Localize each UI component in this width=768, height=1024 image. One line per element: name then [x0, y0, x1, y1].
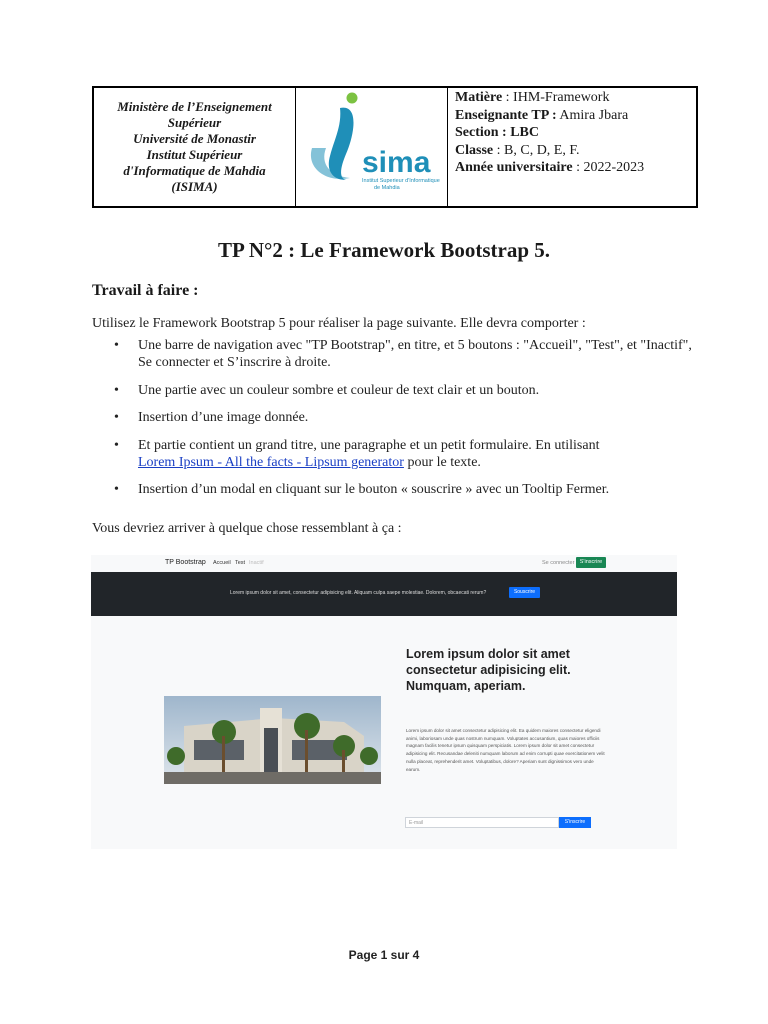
example-hero-text: Lorem ipsum dolor sit amet, consectetur adipisicing elit. Aliquam culpa saepe molestiae. Dolorem, obcaecati rerum? — [230, 590, 487, 596]
page-footer: Page 1 sur 4 — [348, 948, 420, 962]
info-cell — [448, 88, 696, 206]
example-signup-button: S'inscrire — [576, 557, 606, 568]
ministry-line: Institut Supérieur — [146, 147, 243, 162]
info-row: Année universitaire : 2022-2023 — [455, 160, 645, 175]
logo-subtitle: de Mahdia — [374, 185, 400, 191]
example-screenshot — [91, 555, 677, 849]
example-email-input: E-mail — [405, 817, 559, 828]
building-image — [164, 696, 381, 784]
example-navbar — [91, 555, 677, 572]
info-row: Enseignante TP : Amira Jbara — [455, 107, 629, 123]
example-nav-test: Test — [235, 560, 246, 566]
info-row: Matière : IHM-Framework — [455, 90, 610, 105]
example-paragraph: Lorem ipsum dolor sit amet consectetur adipisicing elit. Ea quidem maiores consectetur eligendi animi, laboriosam unde quas nostrum numquam. Voluptates accusantium, quas maiores officiis magnam facilis tenetur ipsum quisquam perspiciatis. Lorem ipsum dolor sit amet consectetur adipisicing elit. Recusandae deleniti numquam laborum ad enim corrupti quae exercitationem velit nulla placeat, reprehenderit amet. Voluptatibus, dolore? Aperiam sunt dignissimos vero unde earum. — [406, 728, 605, 772]
task-item: • Une partie avec un couleur sombre et couleur de text clair et un bouton. — [92, 382, 692, 399]
header-table — [92, 86, 698, 208]
example-login-link: Se connecter — [542, 560, 575, 566]
lipsum-link[interactable]: Lorem Ipsum - All the facts - Lipsum generator — [138, 454, 404, 470]
task-item: • Et partie contient un grand titre, une paragraphe et un petit formulaire. En utilisant Lorem Ipsum - All the facts - Lipsum generator pour le texte. — [92, 437, 692, 471]
example-inscrire-button: S'inscrire — [559, 817, 591, 828]
example-big-heading: Lorem ipsum dolor sit amet consectetur adipisicing elit. Numquam, aperiam. — [406, 647, 571, 693]
ministry-cell — [94, 88, 296, 206]
task-item: • Insertion d’un modal en cliquant sur le bouton « souscrire » avec un Tooltip Fermer. — [92, 481, 692, 498]
ministry-line: (ISIMA) — [171, 179, 218, 194]
example-souscrire-button: Souscrire — [509, 587, 540, 598]
example-brand: TP Bootstrap — [165, 559, 206, 566]
isima-logo — [296, 88, 446, 206]
conclusion-text: Vous devriez arriver à quelque chose ressemblant à ça : — [92, 521, 402, 536]
logo-subtitle: Institut Superieur d'Informatique — [362, 178, 440, 184]
page-title: TP N°2 : Le Framework Bootstrap 5. — [217, 238, 551, 262]
info-row: Classe : B, C, D, E, F. — [455, 142, 580, 158]
ministry-line: Université de Monastir — [133, 131, 256, 146]
logo-cell — [296, 88, 448, 206]
ministry-line: Ministère de l’Enseignement — [117, 99, 272, 114]
example-nav-inactif: Inactif — [249, 560, 264, 566]
info-row: Section : LBC — [455, 125, 539, 140]
section-heading: Travail à faire : — [92, 282, 199, 299]
example-dark-section — [91, 572, 677, 616]
ministry-line: d'Informatique de Mahdia — [123, 163, 266, 178]
task-item: • Une barre de navigation avec "TP Bootstrap", en titre, et 5 boutons : "Accueil", "Test", et "Inactif", Se connecter et S’inscrire à droite. — [92, 337, 692, 371]
ministry-line: Supérieur — [167, 115, 222, 130]
intro-paragraph: Utilisez le Framework Bootstrap 5 pour réaliser la page suivante. Elle devra comporter : — [92, 316, 586, 331]
example-nav-accueil: Accueil — [213, 560, 231, 566]
logo-text: sima — [362, 146, 431, 179]
task-list — [92, 337, 692, 509]
task-item: • Insertion d’une image donnée. — [92, 409, 692, 426]
